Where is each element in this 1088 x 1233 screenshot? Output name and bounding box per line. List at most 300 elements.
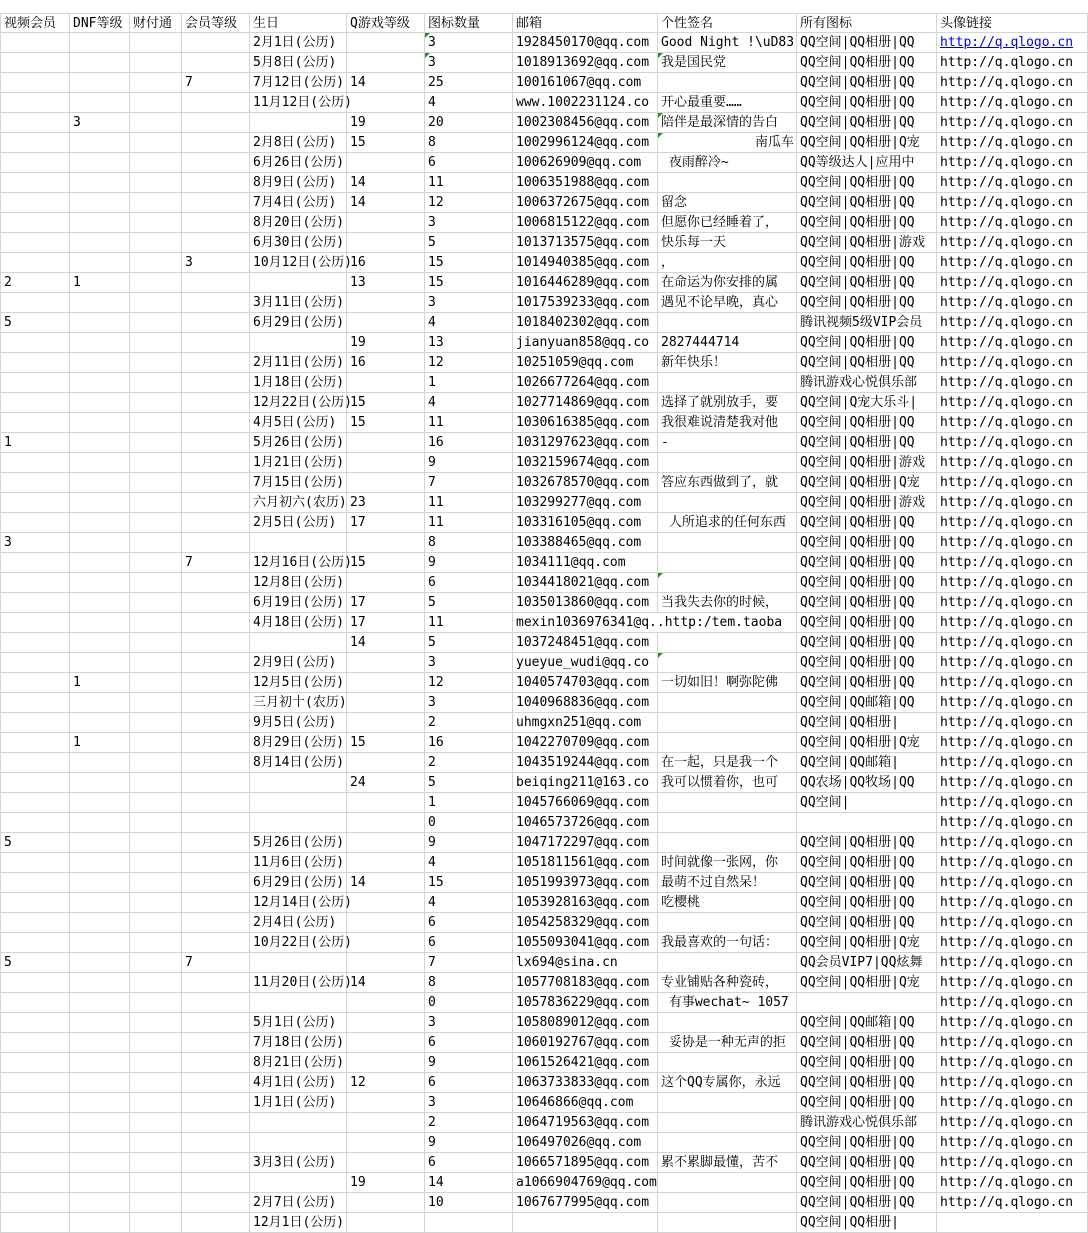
cell-tp[interactable] xyxy=(130,713,182,733)
cell-ic[interactable]: 3 xyxy=(425,693,513,713)
cell-tp[interactable] xyxy=(130,473,182,493)
cell-bd[interactable]: 4月1日(公历) xyxy=(250,1073,347,1093)
cell-sig[interactable]: 夜雨醉冷~ xyxy=(658,153,797,173)
cell-qg[interactable] xyxy=(347,1133,425,1153)
cell-qg[interactable]: 17 xyxy=(347,613,425,633)
cell-tp[interactable] xyxy=(130,413,182,433)
cell-va[interactable] xyxy=(0,1013,70,1033)
column-header-dnf[interactable]: DNF等级 xyxy=(70,13,130,33)
cell-bd[interactable]: 2月8日(公历) xyxy=(250,133,347,153)
cell-vip[interactable] xyxy=(182,133,250,153)
cell-vip[interactable] xyxy=(182,113,250,133)
cell-qg[interactable] xyxy=(347,153,425,173)
cell-dnf[interactable] xyxy=(70,333,130,353)
cell-bd[interactable]: 11月6日(公历) xyxy=(250,853,347,873)
cell-ic[interactable]: 3 xyxy=(425,53,513,73)
cell-em[interactable]: lx694@sina.cn xyxy=(513,953,658,973)
cell-dnf[interactable] xyxy=(70,793,130,813)
cell-link[interactable]: http://q.qlogo.cn xyxy=(937,733,1088,753)
cell-tp[interactable] xyxy=(130,1193,182,1213)
cell-qg[interactable] xyxy=(347,1053,425,1073)
cell-tp[interactable] xyxy=(130,353,182,373)
cell-tp[interactable] xyxy=(130,593,182,613)
cell-icons[interactable]: QQ空间|QQ相册|游戏 xyxy=(797,453,937,473)
cell-vip[interactable] xyxy=(182,773,250,793)
cell-ic[interactable]: 15 xyxy=(425,273,513,293)
cell-sig[interactable] xyxy=(658,693,797,713)
cell-va[interactable]: 5 xyxy=(0,953,70,973)
cell-sig[interactable] xyxy=(658,953,797,973)
cell-ic[interactable]: 1 xyxy=(425,793,513,813)
cell-dnf[interactable] xyxy=(70,1193,130,1213)
cell-dnf[interactable] xyxy=(70,573,130,593)
cell-sig[interactable] xyxy=(658,313,797,333)
cell-ic[interactable]: 4 xyxy=(425,853,513,873)
cell-link[interactable]: http://q.qlogo.cn xyxy=(937,793,1088,813)
cell-qg[interactable] xyxy=(347,673,425,693)
cell-link[interactable]: http://q.qlogo.cn xyxy=(937,773,1088,793)
cell-icons[interactable] xyxy=(797,813,937,833)
cell-icons[interactable]: QQ空间|QQ邮箱|QQ xyxy=(797,693,937,713)
cell-vip[interactable] xyxy=(182,273,250,293)
cell-icons[interactable]: QQ空间|QQ相册|Q宠 xyxy=(797,133,937,153)
cell-icons[interactable]: QQ农场|QQ牧场|QQ xyxy=(797,773,937,793)
cell-tp[interactable] xyxy=(130,233,182,253)
cell-icons[interactable]: QQ空间|QQ相册|QQ xyxy=(797,533,937,553)
cell-qg[interactable] xyxy=(347,953,425,973)
cell-va[interactable] xyxy=(0,613,70,633)
cell-dnf[interactable]: 1 xyxy=(70,273,130,293)
cell-ic[interactable]: 6 xyxy=(425,1033,513,1053)
cell-link[interactable]: http://q.qlogo.cn xyxy=(937,813,1088,833)
cell-vip[interactable] xyxy=(182,1173,250,1193)
cell-ic[interactable]: 8 xyxy=(425,973,513,993)
cell-link[interactable]: http://q.qlogo.cn xyxy=(937,1073,1088,1093)
cell-vip[interactable] xyxy=(182,453,250,473)
cell-em[interactable]: 1057836229@qq.com xyxy=(513,993,658,1013)
cell-bd[interactable]: 2月5日(公历) xyxy=(250,513,347,533)
cell-bd[interactable]: 7月12日(公历) xyxy=(250,73,347,93)
cell-icons[interactable]: QQ空间|QQ邮箱|QQ xyxy=(797,1013,937,1033)
cell-dnf[interactable] xyxy=(70,813,130,833)
cell-link[interactable]: http://q.qlogo.cn xyxy=(937,373,1088,393)
cell-icons[interactable]: QQ空间|QQ相册|游戏 xyxy=(797,233,937,253)
cell-em[interactable]: 1040574703@qq.com xyxy=(513,673,658,693)
cell-bd[interactable]: 6月29日(公历) xyxy=(250,873,347,893)
cell-ic[interactable]: 5 xyxy=(425,233,513,253)
cell-em[interactable]: 1032678570@qq.com xyxy=(513,473,658,493)
cell-va[interactable] xyxy=(0,493,70,513)
cell-qg[interactable] xyxy=(347,313,425,333)
cell-qg[interactable]: 14 xyxy=(347,873,425,893)
cell-bd[interactable]: 6月19日(公历) xyxy=(250,593,347,613)
cell-icons[interactable]: QQ空间|QQ相册|QQ xyxy=(797,293,937,313)
cell-va[interactable] xyxy=(0,33,70,53)
cell-em[interactable]: 1051993973@qq.com xyxy=(513,873,658,893)
cell-sig[interactable]: 当我失去你的时候， xyxy=(658,593,797,613)
cell-vip[interactable] xyxy=(182,93,250,113)
cell-icons[interactable]: QQ空间|QQ相册|QQ xyxy=(797,893,937,913)
cell-dnf[interactable] xyxy=(70,953,130,973)
cell-dnf[interactable] xyxy=(70,513,130,533)
cell-va[interactable] xyxy=(0,573,70,593)
cell-dnf[interactable] xyxy=(70,353,130,373)
cell-dnf[interactable] xyxy=(70,613,130,633)
cell-vip[interactable] xyxy=(182,533,250,553)
cell-icons[interactable]: QQ空间|QQ相册|QQ xyxy=(797,1193,937,1213)
cell-vip[interactable] xyxy=(182,1093,250,1113)
cell-vip[interactable] xyxy=(182,913,250,933)
cell-dnf[interactable] xyxy=(70,153,130,173)
cell-bd[interactable] xyxy=(250,113,347,133)
cell-ic[interactable]: 11 xyxy=(425,173,513,193)
cell-tp[interactable] xyxy=(130,493,182,513)
cell-ic[interactable]: 6 xyxy=(425,1073,513,1093)
cell-icons[interactable]: QQ空间|QQ相册|Q宠 xyxy=(797,733,937,753)
cell-va[interactable] xyxy=(0,1133,70,1153)
cell-icons[interactable]: QQ空间|QQ相册|QQ xyxy=(797,53,937,73)
cell-em[interactable]: 103388465@qq.com xyxy=(513,533,658,553)
cell-sig[interactable] xyxy=(658,1213,797,1233)
cell-ic[interactable]: 6 xyxy=(425,153,513,173)
cell-qg[interactable]: 15 xyxy=(347,133,425,153)
cell-va[interactable] xyxy=(0,913,70,933)
cell-link[interactable]: http://q.qlogo.cn xyxy=(937,993,1088,1013)
cell-va[interactable]: 5 xyxy=(0,833,70,853)
cell-bd[interactable]: 6月29日(公历) xyxy=(250,313,347,333)
cell-link[interactable]: http://q.qlogo.cn xyxy=(937,693,1088,713)
cell-va[interactable] xyxy=(0,973,70,993)
cell-va[interactable] xyxy=(0,73,70,93)
cell-link[interactable]: http://q.qlogo.cn xyxy=(937,553,1088,573)
cell-link[interactable]: http://q.qlogo.cn xyxy=(937,873,1088,893)
cell-em[interactable]: 1031297623@qq.com xyxy=(513,433,658,453)
cell-qg[interactable]: 15 xyxy=(347,553,425,573)
cell-em[interactable]: 1047172297@qq.com xyxy=(513,833,658,853)
cell-va[interactable] xyxy=(0,473,70,493)
cell-tp[interactable] xyxy=(130,293,182,313)
cell-sig[interactable] xyxy=(658,713,797,733)
cell-ic[interactable]: 2 xyxy=(425,1113,513,1133)
cell-link[interactable]: http://q.qlogo.cn xyxy=(937,953,1088,973)
cell-va[interactable] xyxy=(0,1053,70,1073)
cell-dnf[interactable] xyxy=(70,1213,130,1233)
cell-va[interactable] xyxy=(0,1073,70,1093)
cell-em[interactable]: 1013713575@qq.com xyxy=(513,233,658,253)
cell-ic[interactable]: 4 xyxy=(425,93,513,113)
cell-link[interactable]: http://q.qlogo.cn xyxy=(937,653,1088,673)
cell-ic[interactable]: 13 xyxy=(425,333,513,353)
cell-link[interactable]: http://q.qlogo.cn xyxy=(937,593,1088,613)
cell-em[interactable]: 1016446289@qq.com xyxy=(513,273,658,293)
cell-em[interactable]: a1066904769@qq.com xyxy=(513,1173,658,1193)
cell-dnf[interactable] xyxy=(70,713,130,733)
cell-vip[interactable]: 7 xyxy=(182,73,250,93)
cell-dnf[interactable] xyxy=(70,833,130,853)
cell-em[interactable]: 1067677995@qq.com xyxy=(513,1193,658,1213)
cell-tp[interactable] xyxy=(130,253,182,273)
cell-bd[interactable] xyxy=(250,993,347,1013)
cell-ic[interactable]: 7 xyxy=(425,473,513,493)
column-header-qg[interactable]: Q游戏等级 xyxy=(347,13,425,33)
cell-qg[interactable] xyxy=(347,373,425,393)
cell-tp[interactable] xyxy=(130,113,182,133)
cell-dnf[interactable]: 3 xyxy=(70,113,130,133)
cell-sig[interactable] xyxy=(658,793,797,813)
cell-dnf[interactable] xyxy=(70,853,130,873)
cell-dnf[interactable] xyxy=(70,1013,130,1033)
cell-dnf[interactable] xyxy=(70,1153,130,1173)
cell-sig[interactable]: 吃樱桃 xyxy=(658,893,797,913)
cell-ic[interactable]: 9 xyxy=(425,453,513,473)
cell-tp[interactable] xyxy=(130,93,182,113)
cell-vip[interactable] xyxy=(182,933,250,953)
cell-em[interactable]: 1040968836@qq.com xyxy=(513,693,658,713)
cell-va[interactable] xyxy=(0,193,70,213)
cell-em[interactable] xyxy=(513,1213,658,1233)
cell-sig[interactable]: 最萌不过自然呆！ xyxy=(658,873,797,893)
cell-em[interactable]: 103316105@qq.com xyxy=(513,513,658,533)
cell-qg[interactable]: 16 xyxy=(347,253,425,273)
cell-ic[interactable]: 11 xyxy=(425,513,513,533)
cell-dnf[interactable] xyxy=(70,133,130,153)
cell-va[interactable] xyxy=(0,693,70,713)
cell-sig[interactable] xyxy=(658,453,797,473)
cell-tp[interactable] xyxy=(130,1093,182,1113)
cell-sig[interactable]: 专业铺贴各种瓷砖， xyxy=(658,973,797,993)
cell-bd[interactable]: 5月26日(公历) xyxy=(250,833,347,853)
cell-va[interactable] xyxy=(0,233,70,253)
cell-vip[interactable] xyxy=(182,613,250,633)
cell-va[interactable] xyxy=(0,813,70,833)
cell-ic[interactable]: 3 xyxy=(425,1093,513,1113)
cell-bd[interactable] xyxy=(250,773,347,793)
cell-sig[interactable] xyxy=(658,653,797,673)
cell-tp[interactable] xyxy=(130,393,182,413)
cell-vip[interactable] xyxy=(182,853,250,873)
cell-ic[interactable]: 25 xyxy=(425,73,513,93)
cell-tp[interactable] xyxy=(130,513,182,533)
cell-ic[interactable]: 6 xyxy=(425,1153,513,1173)
cell-ic[interactable]: 12 xyxy=(425,193,513,213)
cell-sig[interactable]: 我很难说清楚我对他 xyxy=(658,413,797,433)
cell-vip[interactable] xyxy=(182,333,250,353)
cell-sig[interactable]: 妥协是一种无声的拒 xyxy=(658,1033,797,1053)
cell-icons[interactable]: QQ空间|QQ相册|QQ xyxy=(797,833,937,853)
cell-em[interactable]: 1042270709@qq.com xyxy=(513,733,658,753)
cell-va[interactable] xyxy=(0,213,70,233)
cell-qg[interactable]: 17 xyxy=(347,593,425,613)
cell-ic[interactable]: 10 xyxy=(425,1193,513,1213)
cell-dnf[interactable] xyxy=(70,213,130,233)
cell-em[interactable]: 10251059@qq.com xyxy=(513,353,658,373)
cell-qg[interactable]: 15 xyxy=(347,733,425,753)
cell-bd[interactable]: 1月1日(公历) xyxy=(250,1093,347,1113)
cell-icons[interactable]: QQ等级达人|应用中 xyxy=(797,153,937,173)
cell-link[interactable]: http://q.qlogo.cn xyxy=(937,33,1088,53)
cell-qg[interactable]: 19 xyxy=(347,113,425,133)
cell-link[interactable]: http://q.qlogo.cn xyxy=(937,53,1088,73)
cell-tp[interactable] xyxy=(130,173,182,193)
cell-vip[interactable] xyxy=(182,633,250,653)
cell-bd[interactable]: 2月9日(公历) xyxy=(250,653,347,673)
cell-tp[interactable] xyxy=(130,73,182,93)
cell-em[interactable]: 1030616385@qq.com xyxy=(513,413,658,433)
cell-em[interactable]: 1018913692@qq.com xyxy=(513,53,658,73)
cell-vip[interactable] xyxy=(182,153,250,173)
cell-em[interactable]: mexin1036976341@q..http:/tem.taoba xyxy=(513,613,797,633)
cell-va[interactable] xyxy=(0,853,70,873)
cell-va[interactable] xyxy=(0,53,70,73)
cell-icons[interactable]: QQ空间|QQ相册|QQ xyxy=(797,573,937,593)
cell-tp[interactable] xyxy=(130,1033,182,1053)
cell-qg[interactable] xyxy=(347,913,425,933)
cell-va[interactable] xyxy=(0,593,70,613)
cell-tp[interactable] xyxy=(130,753,182,773)
cell-em[interactable]: 1018402302@qq.com xyxy=(513,313,658,333)
column-header-link[interactable]: 头像链接 xyxy=(937,13,1088,33)
cell-sig[interactable] xyxy=(658,733,797,753)
cell-dnf[interactable] xyxy=(70,433,130,453)
cell-bd[interactable] xyxy=(250,953,347,973)
cell-ic[interactable]: 15 xyxy=(425,253,513,273)
cell-ic[interactable]: 8 xyxy=(425,533,513,553)
cell-bd[interactable]: 3月11日(公历) xyxy=(250,293,347,313)
cell-em[interactable]: 100626909@qq.com xyxy=(513,153,658,173)
cell-qg[interactable] xyxy=(347,53,425,73)
cell-link[interactable]: http://q.qlogo.cn xyxy=(937,173,1088,193)
cell-tp[interactable] xyxy=(130,553,182,573)
cell-icons[interactable]: QQ空间|QQ相册|QQ xyxy=(797,73,937,93)
cell-dnf[interactable] xyxy=(70,33,130,53)
cell-icons[interactable]: QQ空间|QQ相册|QQ xyxy=(797,213,937,233)
cell-va[interactable] xyxy=(0,293,70,313)
cell-icons[interactable]: QQ空间|QQ相册| xyxy=(797,1213,937,1233)
cell-vip[interactable] xyxy=(182,833,250,853)
cell-sig[interactable] xyxy=(658,493,797,513)
cell-ic[interactable] xyxy=(425,1213,513,1233)
cell-qg[interactable]: 24 xyxy=(347,773,425,793)
cell-icons[interactable]: QQ空间|QQ相册|QQ xyxy=(797,193,937,213)
cell-vip[interactable] xyxy=(182,1153,250,1173)
cell-link[interactable]: http://q.qlogo.cn xyxy=(937,133,1088,153)
cell-ic[interactable]: 7 xyxy=(425,953,513,973)
cell-ic[interactable]: 1 xyxy=(425,373,513,393)
cell-em[interactable]: 1928450170@qq.com xyxy=(513,33,658,53)
cell-icons[interactable]: QQ空间|QQ相册|游戏 xyxy=(797,493,937,513)
cell-icons[interactable]: QQ空间|QQ邮箱| xyxy=(797,753,937,773)
cell-icons[interactable]: QQ空间|QQ相册|QQ xyxy=(797,1033,937,1053)
cell-ic[interactable]: 5 xyxy=(425,593,513,613)
cell-em[interactable]: 1032159674@qq.com xyxy=(513,453,658,473)
cell-bd[interactable]: 2月4日(公历) xyxy=(250,913,347,933)
cell-em[interactable]: 1057708183@qq.com xyxy=(513,973,658,993)
cell-link[interactable]: http://q.qlogo.cn xyxy=(937,1173,1088,1193)
column-header-va[interactable]: 视频会员 xyxy=(0,13,70,33)
cell-sig[interactable] xyxy=(658,373,797,393)
cell-va[interactable] xyxy=(0,113,70,133)
cell-dnf[interactable] xyxy=(70,93,130,113)
cell-link[interactable]: http://q.qlogo.cn xyxy=(937,713,1088,733)
cell-qg[interactable] xyxy=(347,33,425,53)
cell-va[interactable] xyxy=(0,713,70,733)
cell-vip[interactable] xyxy=(182,393,250,413)
cell-ic[interactable]: 2 xyxy=(425,713,513,733)
cell-bd[interactable]: 11月20日(公历) xyxy=(250,973,347,993)
cell-em[interactable]: 1066571895@qq.com xyxy=(513,1153,658,1173)
cell-link[interactable] xyxy=(937,1213,1088,1233)
cell-bd[interactable]: 12月8日(公历) xyxy=(250,573,347,593)
cell-tp[interactable] xyxy=(130,673,182,693)
cell-dnf[interactable] xyxy=(70,693,130,713)
cell-va[interactable] xyxy=(0,673,70,693)
cell-qg[interactable]: 13 xyxy=(347,273,425,293)
cell-dnf[interactable] xyxy=(70,1133,130,1153)
cell-bd[interactable]: 7月4日(公历) xyxy=(250,193,347,213)
cell-em[interactable]: 1063733833@qq.com xyxy=(513,1073,658,1093)
cell-sig[interactable]: 时间就像一张网，你 xyxy=(658,853,797,873)
cell-link[interactable]: http://q.qlogo.cn xyxy=(937,933,1088,953)
cell-ic[interactable]: 6 xyxy=(425,933,513,953)
column-header-icons[interactable]: 所有图标 xyxy=(797,13,937,33)
cell-tp[interactable] xyxy=(130,1053,182,1073)
cell-icons[interactable]: QQ空间|QQ相册|QQ xyxy=(797,413,937,433)
cell-em[interactable]: 1002308456@qq.com xyxy=(513,113,658,133)
cell-tp[interactable] xyxy=(130,333,182,353)
cell-dnf[interactable] xyxy=(70,553,130,573)
cell-link[interactable]: http://q.qlogo.cn xyxy=(937,893,1088,913)
cell-va[interactable] xyxy=(0,1033,70,1053)
cell-icons[interactable]: QQ空间|QQ相册|QQ xyxy=(797,273,937,293)
cell-tp[interactable] xyxy=(130,33,182,53)
cell-link[interactable]: http://q.qlogo.cn xyxy=(937,453,1088,473)
cell-bd[interactable]: 5月26日(公历) xyxy=(250,433,347,453)
cell-link[interactable]: http://q.qlogo.cn xyxy=(937,233,1088,253)
cell-tp[interactable] xyxy=(130,653,182,673)
cell-icons[interactable]: QQ空间|QQ相册|Q宠 xyxy=(797,473,937,493)
cell-icons[interactable]: 腾讯游戏心悦俱乐部 xyxy=(797,1113,937,1133)
cell-sig[interactable] xyxy=(658,1193,797,1213)
cell-em[interactable]: 1046573726@qq.com xyxy=(513,813,658,833)
cell-ic[interactable]: 9 xyxy=(425,1053,513,1073)
cell-dnf[interactable] xyxy=(70,233,130,253)
cell-sig[interactable]: 答应东西做到了，就 xyxy=(658,473,797,493)
cell-qg[interactable] xyxy=(347,93,425,113)
cell-link[interactable]: http://q.qlogo.cn xyxy=(937,313,1088,333)
cell-qg[interactable]: 14 xyxy=(347,73,425,93)
cell-icons[interactable]: QQ空间|QQ相册|QQ xyxy=(797,1173,937,1193)
cell-vip[interactable]: 7 xyxy=(182,953,250,973)
cell-bd[interactable] xyxy=(250,813,347,833)
cell-link[interactable]: http://q.qlogo.cn xyxy=(937,1033,1088,1053)
cell-qg[interactable] xyxy=(347,473,425,493)
cell-icons[interactable]: QQ空间| xyxy=(797,793,937,813)
cell-sig[interactable]: 2827444714 xyxy=(658,333,797,353)
cell-link[interactable]: http://q.qlogo.cn xyxy=(937,1093,1088,1113)
cell-tp[interactable] xyxy=(130,893,182,913)
cell-em[interactable]: jianyuan858@qq.co xyxy=(513,333,658,353)
cell-va[interactable] xyxy=(0,1093,70,1113)
cell-dnf[interactable] xyxy=(70,453,130,473)
cell-va[interactable] xyxy=(0,733,70,753)
cell-vip[interactable] xyxy=(182,973,250,993)
cell-va[interactable] xyxy=(0,453,70,473)
cell-link[interactable]: http://q.qlogo.cn xyxy=(937,293,1088,313)
cell-dnf[interactable] xyxy=(70,293,130,313)
cell-qg[interactable] xyxy=(347,1193,425,1213)
cell-icons[interactable]: 腾讯视频5级VIP会员 xyxy=(797,313,937,333)
cell-link[interactable]: http://q.qlogo.cn xyxy=(937,73,1088,93)
